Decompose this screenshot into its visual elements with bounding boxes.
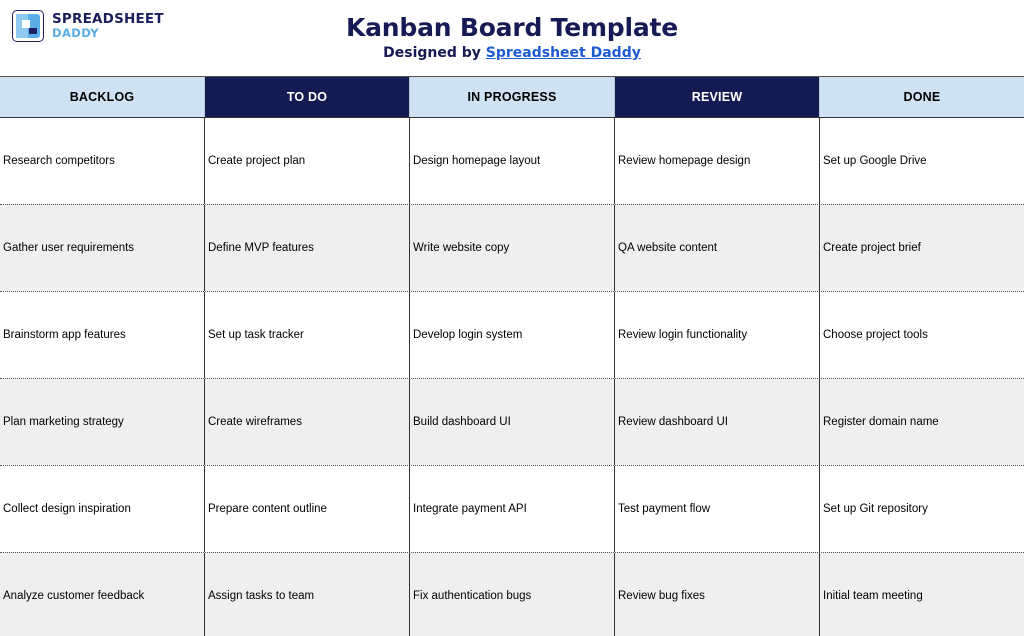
task-card[interactable]: Build dashboard UI bbox=[410, 379, 615, 465]
column-header-to-do[interactable]: TO DO bbox=[205, 77, 410, 117]
task-card[interactable]: Initial team meeting bbox=[823, 590, 923, 602]
column-headers bbox=[0, 77, 1024, 117]
logo-line2: DADDY bbox=[52, 25, 100, 40]
task-card[interactable]: Design homepage layout bbox=[410, 118, 615, 204]
task-card[interactable]: Review login functionality bbox=[615, 292, 820, 378]
task-card[interactable]: Set up Google Drive bbox=[823, 155, 927, 167]
task-card[interactable]: Prepare content outline bbox=[205, 466, 410, 552]
task-card[interactable]: Create project brief bbox=[823, 242, 921, 254]
task-card[interactable]: Plan marketing strategy bbox=[0, 379, 205, 465]
task-card[interactable]: Review homepage design bbox=[615, 118, 820, 204]
table-row bbox=[0, 291, 1024, 378]
board-rows bbox=[0, 117, 1024, 636]
task-card[interactable]: Set up task tracker bbox=[205, 292, 410, 378]
column-header-review[interactable]: REVIEW bbox=[615, 77, 820, 117]
task-card[interactable]: Review dashboard UI bbox=[615, 379, 820, 465]
table-row bbox=[0, 465, 1024, 552]
task-card[interactable]: Develop login system bbox=[410, 292, 615, 378]
task-card[interactable]: Register domain name bbox=[823, 416, 939, 428]
task-card[interactable]: Test payment flow bbox=[615, 466, 820, 552]
page-header bbox=[0, 0, 1024, 76]
task-card[interactable]: Create wireframes bbox=[205, 379, 410, 465]
spreadsheet-daddy-link[interactable]: Spreadsheet Daddy bbox=[485, 45, 641, 61]
task-card[interactable]: Collect design inspiration bbox=[0, 466, 205, 552]
column-header-in-progress[interactable]: IN PROGRESS bbox=[410, 77, 615, 117]
task-card[interactable]: Create project plan bbox=[205, 118, 410, 204]
table-row bbox=[0, 552, 1024, 636]
task-card[interactable]: Write website copy bbox=[410, 205, 615, 291]
task-card[interactable]: Assign tasks to team bbox=[205, 553, 410, 636]
task-card[interactable]: Choose project tools bbox=[823, 329, 928, 341]
page-subtitle bbox=[0, 45, 1024, 61]
page-title: Kanban Board Template bbox=[345, 13, 679, 42]
task-card[interactable]: Analyze customer feedback bbox=[0, 553, 205, 636]
task-card[interactable]: Gather user requirements bbox=[0, 205, 205, 291]
task-card[interactable]: Research competitors bbox=[0, 118, 205, 204]
logo-line1: SPREADSHEET bbox=[52, 11, 164, 27]
task-card[interactable]: Set up Git repository bbox=[823, 503, 928, 515]
subtitle-prefix: Designed by bbox=[383, 45, 481, 61]
kanban-board bbox=[0, 76, 1024, 636]
task-card[interactable]: QA website content bbox=[615, 205, 820, 291]
column-header-done[interactable]: DONE bbox=[820, 77, 1024, 117]
task-card[interactable]: Brainstorm app features bbox=[0, 292, 205, 378]
table-row bbox=[0, 204, 1024, 291]
task-card[interactable]: Review bug fixes bbox=[615, 553, 820, 636]
column-header-backlog[interactable]: BACKLOG bbox=[0, 77, 205, 117]
table-row bbox=[0, 378, 1024, 465]
task-card[interactable]: Integrate payment API bbox=[410, 466, 615, 552]
task-card[interactable]: Fix authentication bugs bbox=[410, 553, 615, 636]
task-card[interactable]: Define MVP features bbox=[205, 205, 410, 291]
table-row bbox=[0, 117, 1024, 204]
